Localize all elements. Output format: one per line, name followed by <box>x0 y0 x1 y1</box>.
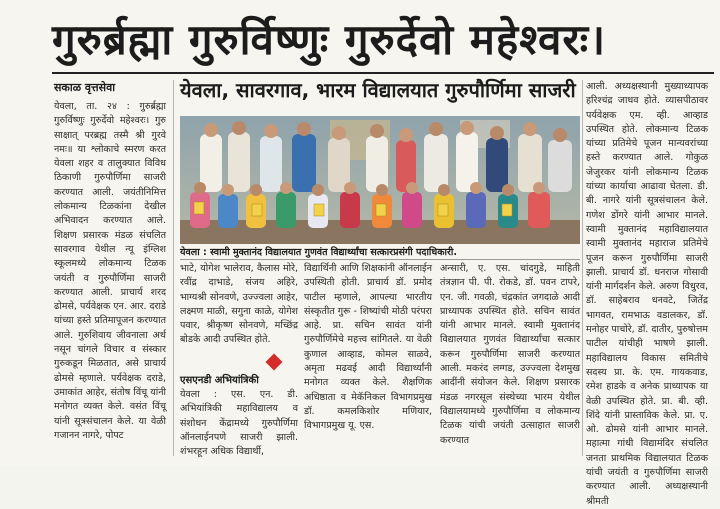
article-column-4: अन्सारी, ए. एस. चांदगुडे, माहिती तंत्रज्ञान पी. पी. रोकडे, डॉ. पवन टापरे, एन. जी. गवळी, चंद्रकांत जगदाळे आदी प्राध्यापक उपस्थित होते. सचिन सावंत यांनी आभार मानले. स्वामी मुक्तानंद विद्यालयात गुणवंत विद्यार्थ्यांचा सत्कार करून गुरुपौर्णिमा साजरी करण्यात आली. मकरंद लग्गड, उज्ज्वला देशमुख आदींनी संयोजन केले. शिक्षण प्रसारक मंडळ नगरसूल संस्थेच्या भारम येथील विद्यालयामध्ये गुरुपौर्णिमा व लोकमान्य टिळक यांची जयंती उत्साहात साजरी करण्यात <box>440 263 580 446</box>
group-photo <box>180 116 580 244</box>
byline: सकाळ वृत्तसेवा <box>54 81 116 94</box>
subheadline: येवला, सावरगाव, भारम विद्यालयात गुरुपौर्णिमा साजरी <box>180 78 576 102</box>
group-photo-illustration <box>180 116 580 244</box>
headline-rule <box>52 72 714 74</box>
article-column-2: भाटे, योगेश भालेराव, कैलास मोरे, रवींद्र दाभाडे, संजय अहिरे, भाग्यश्री सोनवणे, उज्ज्वला आहेर, लक्ष्मण माळी, सगुना काळे, योगेश पवार, श्रीकृष्ण सोनवणे, मच्छिंद्र बोडके आदी उपस्थित होते. <box>180 263 298 346</box>
sidebox-text: येवला : एस. एन. डी. अभियांत्रिकी महाविद्यालय व संशोधन केंद्रामध्ये गुरुपौर्णिमा ऑनलाईनपणे साजरी झाली. शंभरहून अधिक विद्यार्थी, <box>180 389 298 458</box>
article-column-5: आली. अध्यक्षस्थानी मुख्याध्यापक हरिश्चंद्र जाधव होते. व्यासपीठावर पर्यवेक्षक एम. व्ही. आव्हाड उपस्थित होते. लोकमान्य टिळक यांच्या प्रतिमेचे पूजन मान्यवरांच्या हस्ते करण्यात आले. गोकुळ जेजुरकर यांनी लोकमान्य टिळक यांच्या कार्याचा आढावा घेतला. डी. बी. नागरे यांनी सूत्रसंचालन केले. गणेश डोंगरे यांनी आभार मानले. स्वामी मुक्तानंद महाविद्यालयात स्वामी मुक्तानंद महाराज प्रतिमेचे पूजन करून गुरुपौर्णिमा साजरी झाली. प्राचार्य डॉ. धनराज गोसावी यांनी मार्गदर्शन केले. अरुण विधुरव, डॉ. साहेबराव धनवटे, जितेंद्र भागवत, रामभाऊ वडालकर, डॉ. मनोहर पाचोरे, डॉ. दातीर, पुरुषोत्तम पाटील यांचीही भाषणे झाली. महाविद्यालय विकास समितीचे सदस्य प्रा. के. एम. गायकवाड, रमेश हाडके व अनेक प्राध्यापक या वेळी उपस्थित होते. प्रा. बी. व्ही. शिंदे यांनी प्रास्ताविक केले. प्रा. ए. ओ. ढोमसे यांनी आभार मानले. महात्मा गांधी विद्यामंदिर संचलित जनता प्राथमिक विद्यालयात टिळक यांची जयंती व गुरुपौर्णिमा साजरी करण्यात आली. अध्यक्षस्थानी श्रीमती <box>586 81 708 507</box>
sidebox-heading: एसएनडी अभियांत्रिकी <box>180 375 259 386</box>
article-column-1: येवला, ता. २४ : गुरुर्ब्रह्मा गुरुर्विष्णुः गुरुर्देवो महेश्वरः। गुरु साक्षात् परब्रह्म तस्मै श्री गुरवे नमः॥ या श्लोकाचे स्मरण करत येवला शहर व तालुक्यात विविध ठिकाणी गुरुपौर्णिमा साजरी करण्यात आली. जयंतीनिमित्त लोकमान्य टिळकांना देखील अभिवादन करण्यात आले. शिक्षण प्रसारक मंडळ संचलित सावरगाव येथील न्यू इंग्लिश स्कूलमध्ये लोकमान्य टिळक जयंती व गुरुपौर्णिमा साजरी करण्यात आली. प्राचार्य शरद ढोमसे, पर्यवेक्षक एन. आर. दराडे यांच्या हस्ते प्रतिमापूजन करण्यात आले. गुरुशिवाय जीवनाला अर्थ नसून चांगले विचार व संस्कार गुरुकडून मिळतात, असे प्राचार्य ढोमसे म्हणाले. पर्यवेक्षक दराडे, उमाकांत आहेर, संतोष विंचू यांनी मनोगत व्यक्त केले. वसंत विंचू यांनी सूत्रसंचालन केले. या वेळी गजानन नागरे, पोपट <box>54 101 166 441</box>
column-divider <box>582 80 583 456</box>
sidebox <box>180 372 298 456</box>
headline: गुरुर्ब्रह्मा गुरुर्विष्णुः गुरुर्देवो महेश्वरः। <box>52 15 606 64</box>
article-column-3: विद्यार्थिनी आणि शिक्षकांनी ऑनलाईन उपस्थिती होती. प्राचार्य डॉ. प्रमोद पाटील म्हणाले, आपल्या भारतीय संस्कृतीत गुरू - शिष्यांची मोठी परंपरा आहे. प्रा. सचिन सावंत यांनी गुरुपौर्णिमेचे महत्त्व सांगितले. या वेळी कुणाल आव्हाड, कोमल साळवे, अमृता मढवई आदी विद्यार्थ्यांनी मनोगत व्यक्त केले. शैक्षणिक अधिष्ठाता व मेकॅनिकल विभागप्रमुख डॉ. कमलकिशोर मणियार, विभागप्रमुख यू. एस. <box>304 263 432 432</box>
column-divider <box>173 80 174 456</box>
photo-caption: येवला : स्वामी मुक्तानंद विद्यालयात गुणवंत विद्यार्थ्यांचा सत्कारप्रसंगी पदाधिकारी. <box>180 245 580 260</box>
